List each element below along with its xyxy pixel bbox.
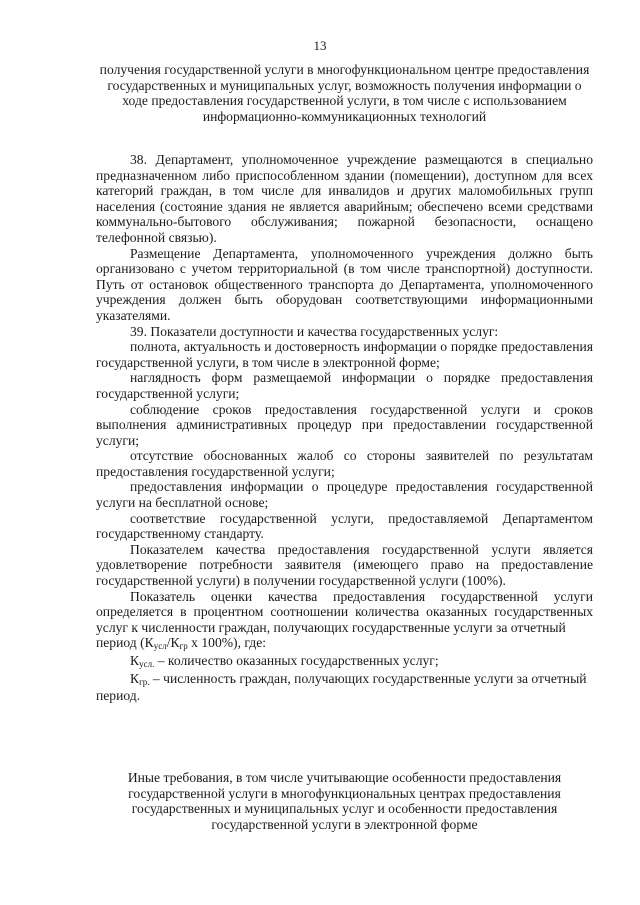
section-heading-other-requirements: Иные требования, в том числе учитывающие особенности предоставления государственной услуги в многофункциональных центрах предоставления государственных и муниципальных услуг и особенности предоставления государственной услуги в электронной форме: [127, 770, 562, 832]
paragraph-quality-indicator: Показателем качества предоставления государственной услуги является удовлетворение потребности заявителя (имеющего право на предоставление государственной услуги) в получении государственной услуги (100%).: [96, 541, 593, 589]
paragraph-quality-assessment: Показатель оценки качества предоставления государственной услуги определяется в процентном соотношении количества оказанных государственных услуг к численности граждан, получающих государственные услуги за отчетный: [96, 588, 593, 635]
list-item-free-info: предоставления информации о процедуре предоставления государственной услуги на бесплатной основе;: [96, 479, 593, 511]
list-item-clarity: наглядность форм размещаемой информации о порядке предоставления государственной услуги;: [96, 370, 593, 401]
definition-k-gr: $К_{гр.}$ – численность граждан, получающих государственные услуги за отчетный: [130, 670, 587, 687]
list-item-standard: соответствие государственной услуги, предоставляемой Департаментом государственному стандарту.: [96, 510, 593, 542]
document-body: [96, 152, 593, 704]
list-item-deadlines: соблюдение сроков предоставления государственной услуги и сроков выполнения административных процедур при предоставлении государственной услуги;: [96, 401, 593, 448]
paragraph-placement: Размещение Департамента, уполномоченного учреждения должно быть организовано с учетом территориальной (в том числе транспортной) доступности. Путь от остановок общественного транспорта до Департамента, уполномоченного учреждения должен быть оборудован соответствующими информационными указателями.: [96, 245, 593, 323]
list-item-completeness: полнота, актуальность и достоверность информации о порядке предоставления государственной услуги, в том числе в электронной форме;: [96, 339, 593, 370]
definition-k-usl: $К_{усл.}$ – количество оказанных государственных услуг;: [130, 653, 439, 669]
page-number: 13: [313, 38, 327, 53]
list-item-complaints: отсутствие обоснованных жалоб со стороны заявителей по результатам предоставления государственной услуги;: [96, 448, 593, 479]
formula-line: период ($К_{усл}/К_{гр}$ х 100%), где:: [96, 635, 267, 652]
paragraph-38: 38. Департамент, уполномоченное учреждение размещаются в специально предназначенном либо приспособленном здании (помещении), доступном для всех категорий граждан, в том числе для инвалидов и других маломобильных групп населения (состояние здания не является аварийным; обеспечено всеми средствами коммунально-бытового обслуживания; пожарной безопасности, оснащено телефонной связью).: [96, 152, 593, 245]
definition-tail: период.: [96, 688, 141, 704]
paragraph-39: 39. Показатели доступности и качества государственных услуг:: [130, 323, 499, 339]
section-heading-accessibility: получения государственной услуги в многофункциональном центре предоставления государственных и муниципальных услуг, возможность получения информации о ходе предоставления государственной услуги, в том числе с использованием информационно-коммуникационных технологий: [99, 62, 590, 124]
